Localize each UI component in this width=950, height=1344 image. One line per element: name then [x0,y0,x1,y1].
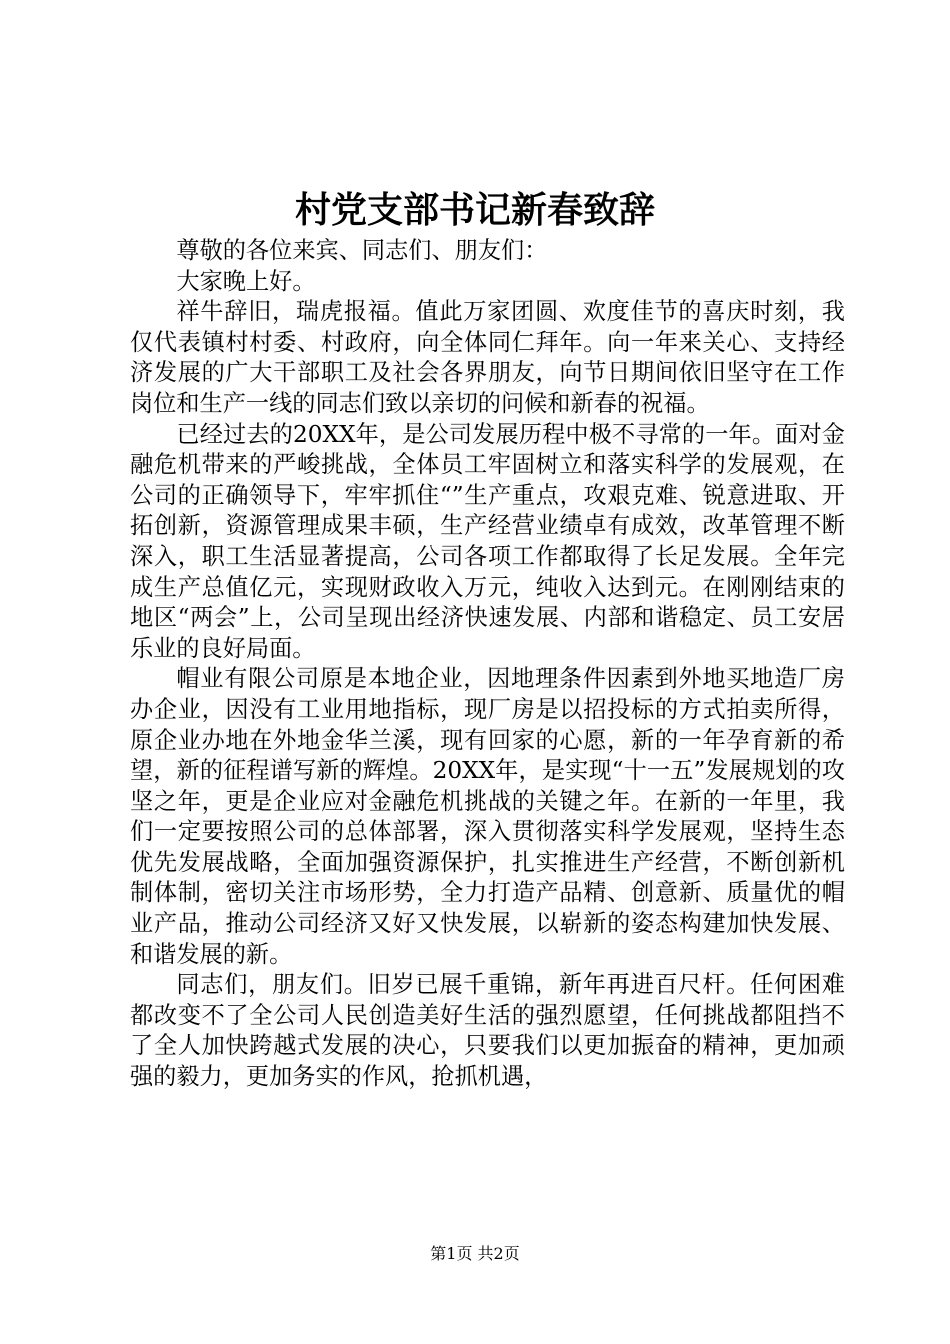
page-number-footer: 第1页 共2页 [430,1244,520,1263]
paragraph: 祥牛辞旧，瑞虎报福。值此万家团圆、欢度佳节的喜庆时刻，我仅代表镇村村委、村政府，向全体同仁拜年。向一年来关心、支持经济发展的广大干部职工及社会各界朋友，向节日期间依旧坚守在工作岗位和生产一线的同志们致以亲切的问候和新春的祝福。 [130,298,845,417]
paragraph: 已经过去的20XX年，是公司发展历程中极不寻常的一年。面对金融危机带来的严峻挑战，全体员工牢固树立和落实科学的发展观，在公司的正确领导下，牢牢抓住“”生产重点，攻艰克难、锐意进取、开拓创新，资源管理成果丰硕，生产经营业绩卓有成效，改革管理不断深入，职工生活显著提高，公司各项工作都取得了长足发展。全年完成生产总值亿元，实现财政收入万元，纯收入达到元。在刚刚结束的地区“两会”上，公司呈现出经济快速发展、内部和谐稳定、员工安居乐业的良好局面。 [130,420,845,662]
salutation: 尊敬的各位来宾、同志们、朋友们： [176,237,548,264]
greeting: 大家晚上好。 [176,267,316,295]
document-body [130,236,845,1093]
document-title: 村党支部书记新春致辞 [294,189,655,231]
paragraph: 同志们，朋友们。旧岁已展千重锦，新年再进百尺杆。任何困难都改变不了全公司人民创造美好生活的强烈愿望，任何挑战都阻挡不了全人加快跨越式发展的决心，只要我们以更加振奋的精神，更加顽强的毅力，更加务实的作风，抢抓机遇， [130,971,845,1091]
paragraph: 帽业有限公司原是本地企业，因地理条件因素到外地买地造厂房办企业，因没有工业用地指标，现厂房是以招投标的方式拍卖所得，原企业办地在外地金华兰溪，现有回家的心愿，新的一年孕育新的希望，新的征程谱写新的辉煌。20XX年，是实现“十一五”发展规划的攻坚之年，更是企业应对金融危机挑战的关键之年。在新的一年里，我们一定要按照公司的总体部署，深入贯彻落实科学发展观，坚持生态优先发展战略，全面加强资源保护，扎实推进生产经营，不断创新机制体制，密切关注市场形势，全力打造产品精、创意新、质量优的帽业产品，推动公司经济又好又快发展，以崭新的姿态构建加快发展、和谐发展的新。 [130,665,845,968]
